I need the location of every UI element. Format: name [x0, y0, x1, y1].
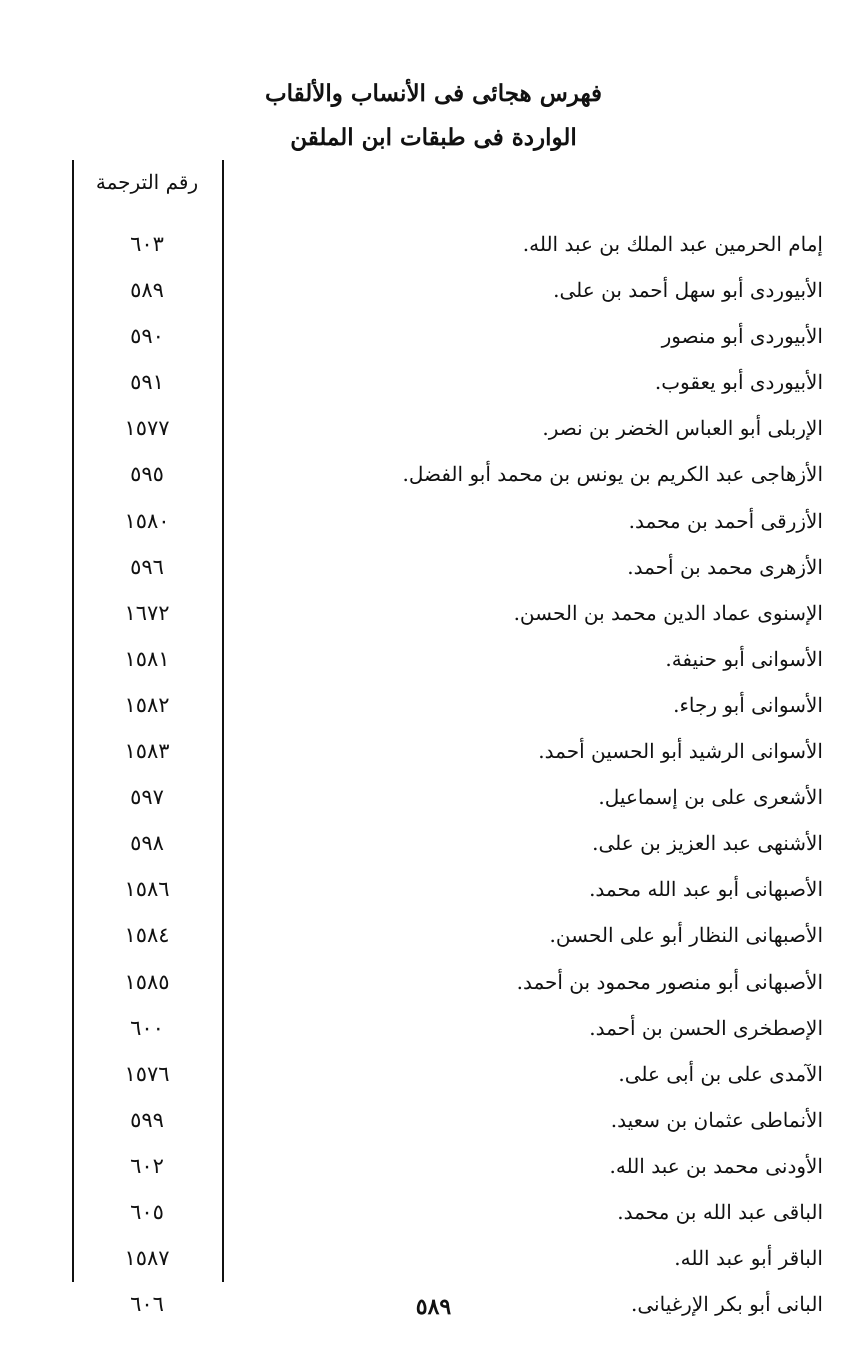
entry-name: الأزهرى محمد بن أحمد. [627, 554, 823, 579]
index-entry [0, 917, 867, 963]
index-entry [0, 1194, 867, 1240]
entry-name: الباقى عبد الله بن محمد. [617, 1199, 823, 1224]
index-entry [0, 641, 867, 687]
entry-name: الأبيوردى أبو منصور [661, 324, 823, 349]
entry-number: ١٥٨١ [124, 646, 170, 671]
entry-number: ٦٠٢ [130, 1153, 164, 1178]
index-entry [0, 456, 867, 502]
index-entry [0, 595, 867, 641]
entry-name: الأبيوردى أبو سهل أحمد بن على. [553, 278, 823, 303]
entry-name: الأصبهانى النظار أبو على الحسن. [549, 923, 823, 948]
column-header-translation-number: رقم الترجمة [95, 170, 199, 194]
entry-number: ١٥٨٣ [124, 739, 170, 764]
index-entry [0, 687, 867, 733]
index-list [0, 226, 867, 1332]
entry-number: ١٥٨٤ [124, 923, 170, 948]
index-entry [0, 1148, 867, 1194]
entry-number: ٥٩٥ [130, 462, 164, 487]
entry-name: الأشعرى على بن إسماعيل. [598, 785, 823, 810]
entry-name: الإسنوى عماد الدين محمد بن الحسن. [513, 600, 823, 625]
entry-name: الأزرقى أحمد بن محمد. [628, 508, 823, 533]
entry-name: الأبيوردى أبو يعقوب. [654, 370, 823, 395]
entry-number: ٦٠٦ [130, 1292, 164, 1317]
entry-name: الأصبهانى أبو عبد الله محمد. [589, 877, 823, 902]
entry-name: الآمدى على بن أبى على. [618, 1061, 823, 1086]
entry-number: ١٥٨٠ [124, 508, 170, 533]
entry-name: الأودنى محمد بن عبد الله. [609, 1153, 823, 1178]
entry-number: ١٥٨٧ [124, 1246, 170, 1271]
entry-number: ١٥٨٥ [124, 969, 170, 994]
index-entry [0, 1240, 867, 1286]
entry-name: الأسوانى الرشيد أبو الحسين أحمد. [538, 739, 823, 764]
entry-name: الأنماطى عثمان بن سعيد. [610, 1107, 823, 1132]
entry-number: ٥٩٨ [130, 831, 164, 856]
entry-number: ٥٩٩ [130, 1107, 164, 1132]
entry-name: إمام الحرمين عبد الملك بن عبد الله. [522, 232, 823, 256]
entry-number: ١٥٨٦ [124, 877, 170, 902]
entry-name: الأسوانى أبو رجاء. [673, 692, 823, 717]
index-entry [0, 364, 867, 410]
entry-number: ٥٨٩ [130, 278, 164, 303]
entry-number: ٦٠٥ [130, 1199, 164, 1224]
entry-name: البانى أبو بكر الإرغيانى. [631, 1292, 823, 1317]
entry-name: الإصطخرى الحسن بن أحمد. [589, 1015, 823, 1040]
index-entry [0, 733, 867, 779]
index-entry [0, 1056, 867, 1102]
entry-name: الأزهاجى عبد الكريم بن يونس بن محمد أبو الفضل. [402, 462, 823, 487]
entry-number: ١٥٧٧ [124, 416, 170, 441]
index-entry [0, 779, 867, 825]
entry-number: ٦٠٣ [130, 232, 164, 256]
entry-name: الأسوانى أبو حنيفة. [665, 646, 823, 671]
index-entry [0, 1010, 867, 1056]
index-entry [0, 1102, 867, 1148]
entry-name: الأشنهى عبد العزيز بن على. [592, 831, 823, 856]
index-entry [0, 503, 867, 549]
entry-number: ٥٩٠ [130, 324, 164, 349]
index-entry [0, 410, 867, 456]
entry-name: الأصبهانى أبو منصور محمود بن أحمد. [516, 969, 823, 994]
entry-number: ٥٩١ [130, 370, 164, 395]
index-entry [0, 226, 867, 272]
index-entry [0, 871, 867, 917]
entry-name: الباقر أبو عبد الله. [674, 1246, 823, 1271]
entry-number: ١٥٧٦ [124, 1061, 170, 1086]
page-subtitle: الواردة فى طبقات ابن الملقن [290, 124, 577, 151]
entry-number: ٥٩٦ [130, 554, 164, 579]
page-title: فهرس هجائى فى الأنساب والألقاب [264, 80, 603, 107]
entry-name: الإربلى أبو العباس الخضر بن نصر. [542, 416, 823, 441]
entry-number: ٦٠٠ [130, 1015, 164, 1040]
entry-number: ٥٩٧ [130, 785, 164, 810]
index-entry [0, 549, 867, 595]
index-entry [0, 964, 867, 1010]
index-entry [0, 272, 867, 318]
entry-number: ١٦٧٢ [124, 600, 170, 625]
index-entry [0, 825, 867, 871]
index-entry [0, 318, 867, 364]
page-number: ٥٨٩ [415, 1294, 452, 1320]
entry-number: ١٥٨٢ [124, 692, 170, 717]
